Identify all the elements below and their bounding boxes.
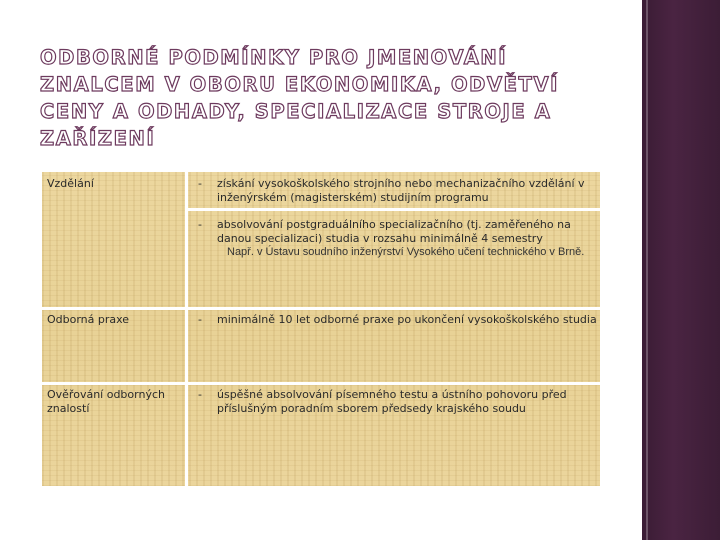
bullet-marker: - — [198, 177, 202, 190]
bullet-marker: - — [198, 388, 202, 401]
requirement-text: absolvování postgraduálního specializačního (tj. zaměřeného na danou specializaci) studia v rozsahu minimálně 4 semestry — [217, 218, 571, 245]
requirement-note: Např. v Ústavu soudního inženýrství Vysokého učení technického v Brně. — [227, 246, 585, 258]
bullet-marker: - — [198, 313, 202, 326]
requirement-text: minimálně 10 let odborné praxe po ukončení vysokoškolského studia — [217, 313, 597, 326]
table-row-verification — [42, 385, 600, 486]
row-label-verification: Ověřování odborných znalostí — [47, 388, 165, 415]
requirement-text: získání vysokoškolského strojního nebo mechanizačního vzdělání v inženýrském (magisterském) studijním programu — [217, 177, 585, 204]
side-decoration-band — [642, 0, 720, 540]
slide-title: ODBORNÉ PODMÍNKY PRO JMENOVÁNÍ ZNALCEM V OBORU EKONOMIKA, ODVĚTVÍ CENY A ODHADY, SPECIALIZACE STROJE A ZAŘÍZENÍ — [40, 46, 560, 150]
table-row-education — [42, 172, 600, 307]
table-row-practice — [42, 310, 600, 382]
requirement-text: úspěšné absolvování písemného testu a ústního pohovoru před příslušným poradním sborem předsedy krajského soudu — [217, 388, 567, 415]
requirements-table — [42, 172, 600, 486]
inner-divider — [188, 208, 600, 211]
bullet-marker: - — [198, 218, 202, 231]
row-label-practice: Odborná praxe — [47, 313, 130, 326]
column-divider — [185, 172, 188, 486]
row-label-education: Vzdělání — [47, 177, 94, 190]
